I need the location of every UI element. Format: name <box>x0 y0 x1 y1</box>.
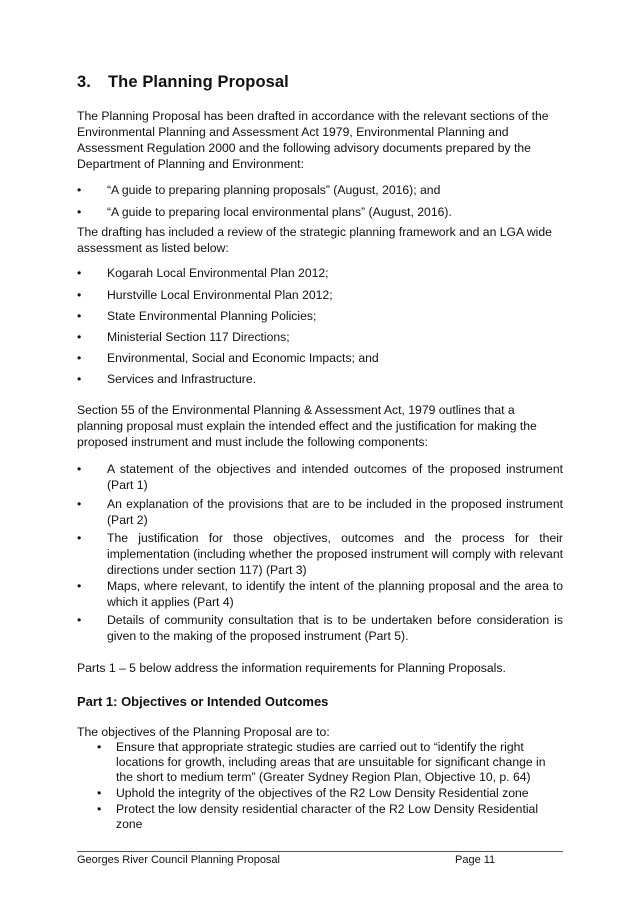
component-text: The justification for those objectives, outcomes and the process for their implementation (including whether the proposed instrument will comply with relevant directions under section 117) (Part 3) <box>107 531 563 577</box>
parts-note: Parts 1 – 5 below address the information requirements for Planning Proposals. <box>77 661 506 675</box>
bullet-icon: • <box>77 579 82 593</box>
section-heading <box>77 73 289 92</box>
assessment-text: Ministerial Section 117 Directions; <box>107 330 290 344</box>
section-number: 3. <box>77 73 91 91</box>
page-number: Page 11 <box>455 854 496 866</box>
guide-text: “A guide to preparing planning proposals” (August, 2016); and <box>107 183 441 197</box>
component-text: A statement of the objectives and intended outcomes of the proposed instrument (Part 1) <box>107 462 563 492</box>
assessment-text: Kogarah Local Environmental Plan 2012; <box>107 266 329 280</box>
bullet-icon: • <box>97 740 102 754</box>
bullet-icon: • <box>77 288 82 302</box>
bullet-icon: • <box>77 330 82 344</box>
bullet-icon: • <box>77 183 82 197</box>
bullet-icon: • <box>77 266 82 280</box>
component-text: Maps, where relevant, to identify the intent of the planning proposal and the area to which it applies (Part 4) <box>107 579 563 609</box>
bullet-icon: • <box>77 531 82 545</box>
bullet-icon: • <box>77 497 82 511</box>
guide-text: “A guide to preparing local environmental plans” (August, 2016). <box>107 205 452 219</box>
bullet-icon: • <box>97 802 102 816</box>
bullet-icon: • <box>97 786 102 800</box>
assessment-text: State Environmental Planning Policies; <box>107 309 317 323</box>
footer-title: Georges River Council Planning Proposal <box>77 854 280 866</box>
bullet-icon: • <box>77 613 82 627</box>
drafting-paragraph: The drafting has included a review of the strategic planning framework and an LGA wide assessment as listed below: <box>77 225 552 255</box>
assessment-text: Environmental, Social and Economic Impacts; and <box>107 351 379 365</box>
bullet-icon: • <box>77 351 82 365</box>
bullet-icon: • <box>77 462 82 476</box>
assessment-text: Hurstville Local Environmental Plan 2012; <box>107 288 333 302</box>
component-text: Details of community consultation that is to be undertaken before consideration is given to the making of the proposed instrument (Part 5). <box>107 613 563 643</box>
bullet-icon: • <box>77 372 82 386</box>
bullet-icon: • <box>77 205 82 219</box>
section-title: The Planning Proposal <box>108 73 289 91</box>
intro-paragraph: The Planning Proposal has been drafted in accordance with the relevant sections of the Environmental Planning and Assessment Act 1979, Environmental Planning and Assessment Regulation 2000 and the following advisory documents prepared by the Department of Planning and Environment: <box>77 109 549 171</box>
objective-text: Ensure that appropriate strategic studies are carried out to “identify the right locations for growth, including areas that are unsuitable for significant change in the short to medium term” (Greater Sydney Region Plan, Objective 10, p. 64) <box>116 740 546 784</box>
objective-text: Protect the low density residential character of the R2 Low Density Residential zone <box>116 802 539 831</box>
part1-heading: Part 1: Objectives or Intended Outcomes <box>77 694 329 709</box>
footer-divider <box>77 851 563 852</box>
bullet-icon: • <box>77 309 82 323</box>
part1-lead: The objectives of the Planning Proposal are to: <box>77 725 330 739</box>
assessment-text: Services and Infrastructure. <box>107 372 257 386</box>
component-text: An explanation of the provisions that are to be included in the proposed instrument (Part 2) <box>107 497 563 527</box>
section55-paragraph: Section 55 of the Environmental Planning & Assessment Act, 1979 outlines that a planning proposal must explain the intended effect and the justification for making the proposed instrument and must include the following components: <box>77 403 537 449</box>
objective-text: Uphold the integrity of the objectives of the R2 Low Density Residential zone <box>116 786 529 800</box>
